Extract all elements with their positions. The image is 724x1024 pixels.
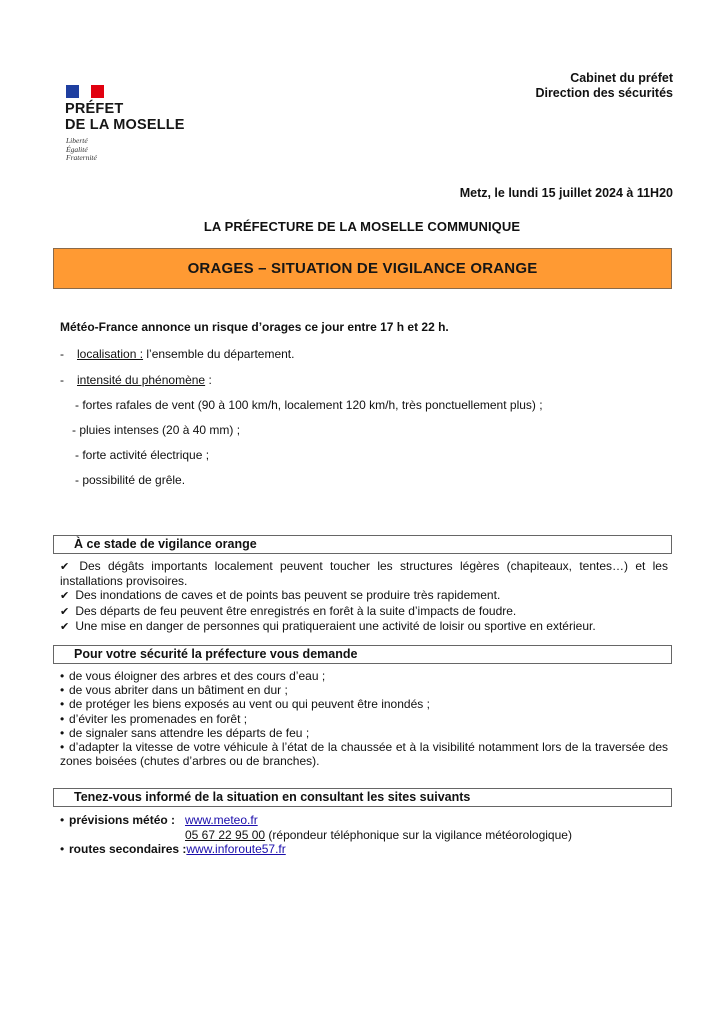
- securite-item: • de signaler sans attendre les départs de feu ;: [60, 725, 310, 740]
- department-block: [535, 71, 673, 101]
- section-securite-list: [60, 669, 668, 768]
- document-date: Metz, le lundi 15 juillet 2024 à 11H20: [459, 186, 673, 200]
- detail-electric: - forte activité électrique ;: [75, 448, 210, 462]
- securite-item: • d’adapter la vitesse de votre véhicule à l’état de la chaussée et à la visibilité notamment lors de la traversée des zones boisées (chutes d’arbres ou de branches).: [60, 740, 668, 769]
- checkmark-icon: ✔: [60, 620, 70, 633]
- checkmark-icon: ✔: [60, 590, 70, 603]
- vigilance-item: ✔ Une mise en danger de personnes qui pratiqueraient une activité de loisir ou sportive en extérieur.: [60, 618, 596, 633]
- meteo-link[interactable]: www.meteo.fr: [185, 813, 258, 827]
- info-links: [60, 813, 572, 857]
- phone-description: (répondeur téléphonique sur la vigilance météorologique): [265, 827, 572, 842]
- localisation-item: - localisation : l’ensemble du département.: [60, 347, 295, 361]
- section-vigilance-header: À ce stade de vigilance orange: [53, 535, 672, 554]
- bullet-icon: •: [60, 813, 65, 827]
- bullet-icon: •: [60, 725, 65, 740]
- inforoute-link[interactable]: www.inforoute57.fr: [186, 842, 286, 856]
- marianne-flag-icon: [66, 85, 104, 98]
- direction-label: Direction des sécurités: [535, 86, 673, 100]
- motto-fraternite: Fraternité: [66, 153, 97, 162]
- bullet-icon: •: [60, 740, 65, 755]
- bullet-icon: •: [60, 683, 65, 698]
- logo-title-line2: DE LA MOSELLE: [65, 117, 185, 133]
- republic-motto: [66, 137, 97, 163]
- communique-heading: LA PRÉFECTURE DE LA MOSELLE COMMUNIQUE: [203, 219, 521, 234]
- banner-title: ORAGES – SITUATION DE VIGILANCE ORANGE: [187, 260, 538, 277]
- vigilance-item: ✔ Des inondations de caves et de points bas peuvent se produire très rapidement.: [60, 588, 501, 603]
- meteo-row: [60, 813, 572, 828]
- section-vigilance-list: [60, 559, 668, 634]
- phone-row: [60, 828, 572, 843]
- localisation-value: l’ensemble du département.: [143, 347, 295, 361]
- cabinet-label: Cabinet du préfet: [570, 71, 673, 85]
- intensite-item: - intensité du phénomène :: [60, 373, 212, 387]
- detail-rain: - pluies intenses (20 à 40 mm) ;: [72, 423, 241, 437]
- routes-label: routes secondaires :: [69, 842, 187, 856]
- detail-wind: - fortes rafales de vent (90 à 100 km/h, localement 120 km/h, très ponctuellement plus) ;: [75, 398, 543, 412]
- checkmark-icon: ✔: [60, 561, 70, 573]
- routes-row: [60, 842, 572, 857]
- detail-hail: - possibilité de grêle.: [75, 473, 186, 487]
- securite-item: • de vous abriter dans un bâtiment en dur ;: [60, 683, 288, 698]
- bullet-icon: •: [60, 842, 65, 856]
- bullet-icon: •: [60, 711, 65, 726]
- checkmark-icon: ✔: [60, 605, 70, 618]
- vigilance-item: ✔ Des départs de feu peuvent être enregistrés en forêt à la suite d’impacts de foudre.: [60, 603, 517, 618]
- vigilance-banner: [53, 248, 672, 289]
- prefecture-logo-title: [65, 101, 185, 133]
- localisation-label: localisation :: [77, 347, 144, 361]
- motto-egalite: Égalité: [66, 144, 88, 154]
- bullet-icon: •: [60, 697, 65, 712]
- motto-liberte: Liberté: [66, 136, 88, 145]
- securite-item: • de vous éloigner des arbres et des cours d’eau ;: [60, 669, 326, 683]
- section-info-header: Tenez-vous informé de la situation en consultant les sites suivants: [53, 788, 672, 807]
- bullet-icon: •: [60, 669, 65, 683]
- intensite-label: intensité du phénomène: [77, 373, 206, 387]
- phone-number[interactable]: 05 67 22 95 00: [185, 827, 266, 842]
- securite-item: • d’éviter les promenades en forêt ;: [60, 711, 248, 726]
- vigilance-item: ✔ Des dégâts importants localement peuvent toucher les structures légères (chapiteaux, tentes…) et les installations provisoires.: [60, 559, 668, 589]
- section-securite-header: Pour votre sécurité la préfecture vous demande: [53, 645, 672, 664]
- announcement-lead: Météo-France annonce un risque d’orages ce jour entre 17 h et 22 h.: [60, 320, 449, 334]
- securite-item: • de protéger les biens exposés au vent ou qui peuvent être inondés ;: [60, 697, 430, 712]
- meteo-label: prévisions météo :: [69, 813, 176, 827]
- logo-title-line1: PRÉFET: [65, 101, 124, 117]
